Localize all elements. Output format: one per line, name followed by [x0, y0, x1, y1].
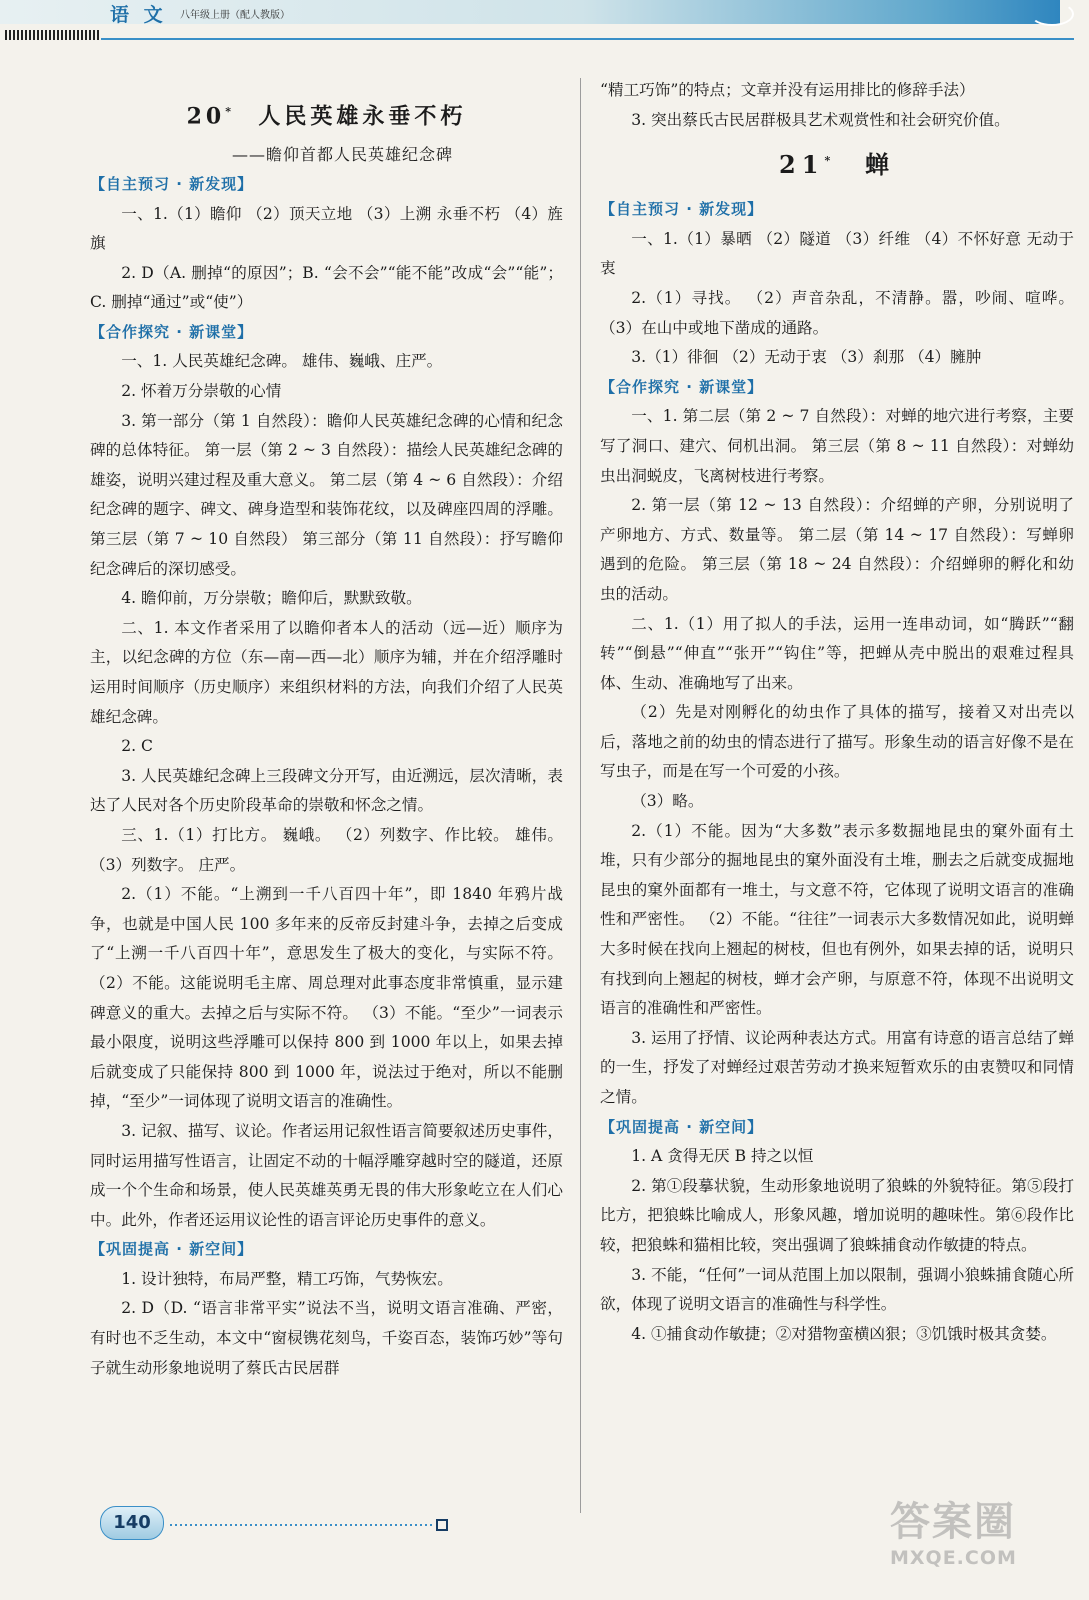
watermark-logo: 答案圈: [890, 1499, 1016, 1545]
section-heading-explore: 【合作探究 · 新课堂】: [600, 377, 764, 396]
answer-paragraph: 3.（1）徘徊 （2）无动于衷 （3）刹那 （4）臃肿: [631, 348, 982, 367]
right-column: [600, 76, 1074, 1349]
answer-paragraph: 一、1.（1）瞻仰 （2）顶天立地 （3）上溯 永垂不朽 （4）旌旗: [90, 204, 563, 253]
header-rule: [101, 38, 1074, 40]
swirl-ornament-icon: [1030, 2, 1074, 26]
footer-dotted-rule: [170, 1524, 432, 1526]
answer-paragraph: 2.（1）寻找。 （2）声音杂乱，不清静。嚣，吵闹、喧哗。 （3）在山中或地下凿成的通路。: [600, 288, 1074, 337]
answer-paragraph: （2）先是对刚孵化的幼虫作了具体的描写，接着又对出壳以后，落地之前的幼虫的情态进行了描写。形象生动的语言好像不是在写虫子，而是在写一个可爱的小孩。: [600, 703, 1074, 781]
page-footer: [100, 1506, 460, 1540]
answer-paragraph: 2. 第①段摹状貌，生动形象地说明了狼蛛的外貌特征。第⑤段打比方，把狼蛛比喻成人，形象风趣，增加说明的趣味性。第⑥段作比较，把狼蛛和猫相比较，突出强调了狼蛛捕食动作敏捷的特点。: [600, 1176, 1074, 1254]
answer-paragraph: 3. 第一部分（第 1 自然段）：瞻仰人民英雄纪念碑的心情和纪念碑的总体特征。 第一层（第 2 ~ 3 自然段）：描绘人民英雄纪念碑的雄姿，说明兴建过程及重大意义。 第二层（第 4 ~ 6 自然段）：介绍纪念碑的题字、碑文、碑身造型和装饰花纹，以及碑座四周的浮雕。 第三层（第 7 ~ 10 自然段） 第三部分（第 11 自然段）：抒写瞻仰纪念碑后的深切感受。: [90, 411, 563, 578]
answer-paragraph: 2. D（A. 删掉“的原因”；B. “会不会”“能不能”改成“会”“能”；C. 删掉“通过”或“使”）: [90, 263, 563, 312]
answer-paragraph: 三、1.（1）打比方。 巍峨。 （2）列数字、作比较。 雄伟。 （3）列数字。 庄严。: [90, 825, 563, 874]
footer-square-icon: [436, 1519, 448, 1531]
answer-paragraph: 一、1.（1）暴晒 （2）隧道 （3）纤维 （4）不怀好意 无动于衷: [600, 229, 1074, 278]
answer-paragraph: 二、1. 本文作者采用了以瞻仰者本人的活动（远—近）顺序为主，以纪念碑的方位（东—南—西—北）顺序为辅，并在介绍浮雕时运用时间顺序（历史顺序）来组织材料的方法，向我们介绍了人民英雄纪念碑。: [90, 618, 563, 726]
answer-paragraph: 4. ①捕食动作敏捷；②对猎物蛮横凶狠；③饥饿时极其贪婪。: [631, 1324, 1057, 1343]
answer-paragraph: 1. 设计独特，布局严整，精工巧饰，气势恢宏。: [121, 1269, 453, 1288]
section-heading-explore: 【合作探究 · 新课堂】: [90, 322, 254, 341]
answer-paragraph: 二、1.（1）用了拟人的手法，运用一连串动词，如“腾跃”“翻转”“倒悬”“伸直”“张开”“钩住”等，把蝉从壳中脱出的艰难过程具体、生动、准确地写了出来。: [600, 614, 1074, 692]
watermark-url: MXQE.COM: [890, 1547, 1017, 1569]
page-header: [0, 0, 1089, 40]
section-heading-preview: 【自主预习 · 新发现】: [90, 174, 254, 193]
answer-paragraph: 3. 人民英雄纪念碑上三段碑文分开写，由近溯远，层次清晰，表达了人民对各个历史阶段革命的崇敬和怀念之情。: [90, 766, 563, 815]
section-heading-consolidate: 【巩固提高 · 新空间】: [600, 1117, 764, 1136]
answer-paragraph: 2.（1）不能。因为“大多数”表示多数掘地昆虫的窠外面有土堆，只有少部分的掘地昆虫的窠外面没有土堆，删去之后就变成掘地昆虫的窠外面都有一堆土，与文意不符，它体现了说明文语言的准确性和严密性。 （2）不能。“往往”一词表示大多数情况如此，说明蝉大多时候在找向上翘起的树枝，但也有例外，如果去掉的话，说明只有找到向上翘起的树枝，蝉才会产卵，与原意不符，体现不出说明文语言的准确性和严密性。: [600, 821, 1074, 1018]
left-column: [90, 80, 563, 1383]
lesson-20-subtitle: ——瞻仰首都人民英雄纪念碑: [231, 145, 453, 165]
answer-paragraph: 2. C: [121, 737, 153, 756]
answer-paragraph: 2. 怀着万分崇敬的心情: [121, 382, 282, 401]
grade-label: 八年级上册（配人教版）: [180, 10, 290, 21]
answer-paragraph: 3. 不能，“任何”一词从范围上加以限制，强调小狼蛛捕食随心所欲，体现了说明文语言的准确性与科学性。: [600, 1265, 1074, 1314]
section-heading-consolidate: 【巩固提高 · 新空间】: [90, 1240, 254, 1259]
answer-paragraph: 2. 第一层（第 12 ~ 13 自然段）：介绍蝉的产卵，分别说明了产卵地方、方式、数量等。 第二层（第 14 ~ 17 自然段）：写蝉卵遇到的危险。 第三层（第 18 ~ 24 自然段）：介绍蝉卵的孵化和幼虫的活动。: [600, 496, 1074, 603]
answer-paragraph: 一、1. 人民英雄纪念碑。 雄伟、巍峨、庄严。: [121, 352, 443, 371]
answer-paragraph: （3）略。: [631, 792, 704, 811]
section-heading-preview: 【自主预习 · 新发现】: [600, 200, 764, 219]
page-number: 140: [100, 1506, 164, 1540]
answer-paragraph: 一、1. 第二层（第 2 ~ 7 自然段）：对蝉的地穴进行考察，主要写了洞口、建穴、伺机出洞。 第三层（第 8 ~ 11 自然段）：对蝉幼虫出洞蜕皮，飞离树枝进行考察。: [600, 407, 1074, 485]
answer-paragraph: “精工巧饰”的特点；文章并没有运用排比的修辞手法）: [600, 81, 975, 99]
answer-paragraph: 3. 突出蔡氏古民居群极具艺术观赏性和社会研究价值。: [631, 110, 1010, 129]
answer-paragraph: 1. A 贪得无厌 B 持之以恒: [631, 1147, 814, 1166]
lesson-21-title: 21* 蝉: [779, 150, 895, 180]
answer-paragraph: 2. D（D. “语言非常平实”说法不当，说明文语言准确、严密，有时也不乏生动，本文中“窗棂镌花刻鸟，千姿百态，装饰巧妙”等句子就生动形象地说明了蔡氏古民居群: [90, 1299, 563, 1377]
answer-paragraph: 3. 记叙、描写、议论。作者运用记叙性语言简要叙述历史事件，同时运用描写性语言，让固定不动的十幅浮雕穿越时空的隧道，还原成一个个生命和场景，使人民英雄英勇无畏的伟大形象屹立在人们心中。此外，作者还运用议论性的语言评论历史事件的意义。: [90, 1121, 563, 1229]
column-divider: [580, 78, 581, 1513]
watermark: [890, 1490, 1070, 1590]
answer-paragraph: 3. 运用了抒情、议论两种表达方式。用富有诗意的语言总结了蝉的一生，抒发了对蝉经过艰苦劳动才换来短暂欢乐的由衷赞叹和同情之情。: [600, 1028, 1074, 1106]
answer-paragraph: 4. 瞻仰前，万分崇敬；瞻仰后，默默致敬。: [121, 589, 422, 608]
header-ticks: [5, 30, 101, 40]
lesson-20-title: 20* 人民英雄永垂不朽: [186, 103, 467, 130]
answer-paragraph: 2.（1）不能。“上溯到一千八百四十年”，即 1840 年鸦片战争，也就是中国人民 100 多年来的反帝反封建斗争，去掉之后变成了“上溯一千八百四十年”，意思发生了极大的变化，与实际不符。 （2）不能。这能说明毛主席、周总理对此事态度非常慎重，显示建碑意义的重大。去掉之后与实际不符。 （3）不能。“至少”一词表示最小限度，说明这些浮雕可以保持 800 到 1000 年以上，如果去掉后就变成了只能保持 800 到 1000 年，说法过于绝对，所以不能删掉，“至少”一词体现了说明文语言的准确性。: [90, 885, 563, 1111]
subject-label: 语 文: [110, 4, 167, 26]
